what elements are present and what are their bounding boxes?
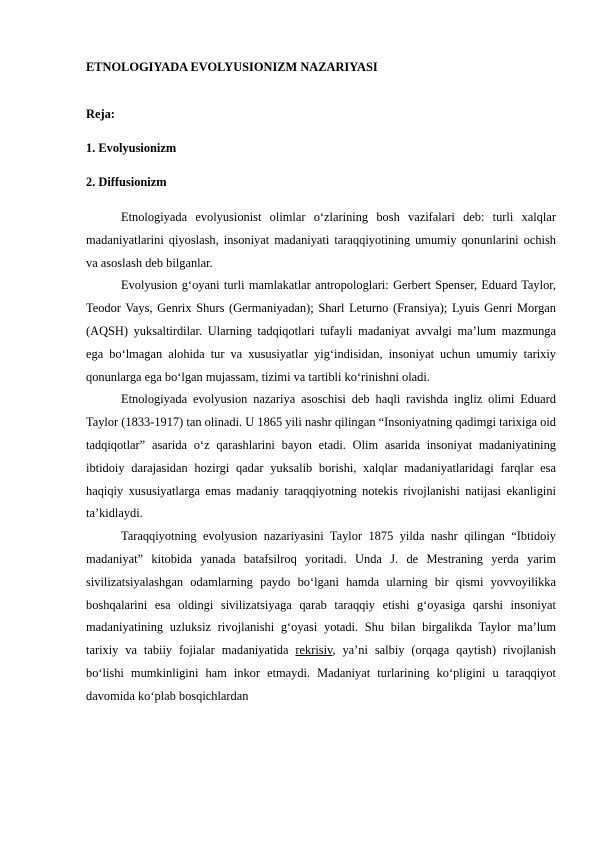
paragraph-3: Etnologiyada evolyusion nazariya asoschisi deb haqli ravishda ingliz olimi Eduard Taylor (1833-1917) tan olinadi. U 1865 yili nashr qilingan “Insoniyatning qadimgi tarixiga oid tadqiqotlar” asarida o‘z qarashlarini bayon etadi. Olim asarida insoniyat madaniyatining ibtidoiy darajasidan hozirgi qadar yuksalib borishi, xalqlar madaniyatlaridagi farqlar esa haqiqiy xususiyatlarga emas madaniy taraqqiyotning notekis rivojlanishi natijasi ekanligini ta’kidlaydi. <box>86 392 556 521</box>
paragraph-4-text-end: , ya’ni salbiy (orqaga qaytish) rivojlanish bo‘lishi mumkinligini ham inkor etmaydi. Madaniyat turlarining ko‘pligini u taraqqiyot davomida ko‘plab bosqichlardan <box>86 643 556 703</box>
plan-item-2: 2. Diffusionizm <box>86 175 167 189</box>
document-body <box>86 206 556 708</box>
paragraph-4-text-start: Taraqqiyotning evolyusion nazariyasini Taylor 1875 yilda nashr qilingan “Ibtidoiy madaniyat” kitobida yanada batafsilroq yoritadi. Unda J. de Mestraning yerda yarim sivilizatsiyalashgan odamlarning paydo bo‘lgani hamda ularning bir qismi yovvoyilikka boshqalarini esa oldingi sivilizatsiyaga qarab taraqqiy etishi g‘oyasiga qarshi insoniyat madaniyatining uzluksiz rivojlanishi g‘oyasi yotadi. Shu bilan birgalikda Taylor ma’lum tarixiy va tabiiy fojialar madaniyatida <box>86 529 556 658</box>
document-title: ETNOLOGIYADA EVOLYUSIONIZM NAZARIYASI <box>86 60 378 74</box>
paragraph-4 <box>86 525 556 707</box>
plan-heading: Reja: <box>86 107 115 121</box>
plan-item-1: 1. Evolyusionizm <box>86 141 177 155</box>
underlined-term: rekrisiv <box>295 643 333 658</box>
paragraph-1: Etnologiyada evolyusionist olimlar o‘zlarining bosh vazifalari deb: turli xalqlar madaniyatlarini qiyoslash, insoniyat madaniyati taraqqiyotining umumiy qonunlarini ochish va asoslash deb bilganlar. <box>86 210 556 270</box>
paragraph-2: Evolyusion g‘oyani turli mamlakatlar antropologlari: Gerbert Spenser, Eduard Taylor, Teodor Vays, Genrix Shurs (Germaniyadan); Sharl Leturno (Fransiya); Lyuis Genri Morgan (AQSH) yuksaltirdilar. Ularning tadqiqotlari tufayli madaniyat avvalgi ma’lum mazmunga ega bo‘lmagan alohida tur va xususiyatlar yig‘indisidan, insoniyat uchun umumiy tarixiy qonunlarga ega bo‘lgan mujassam, tizimi va tartibli ko‘rinishni oladi. <box>86 278 556 384</box>
